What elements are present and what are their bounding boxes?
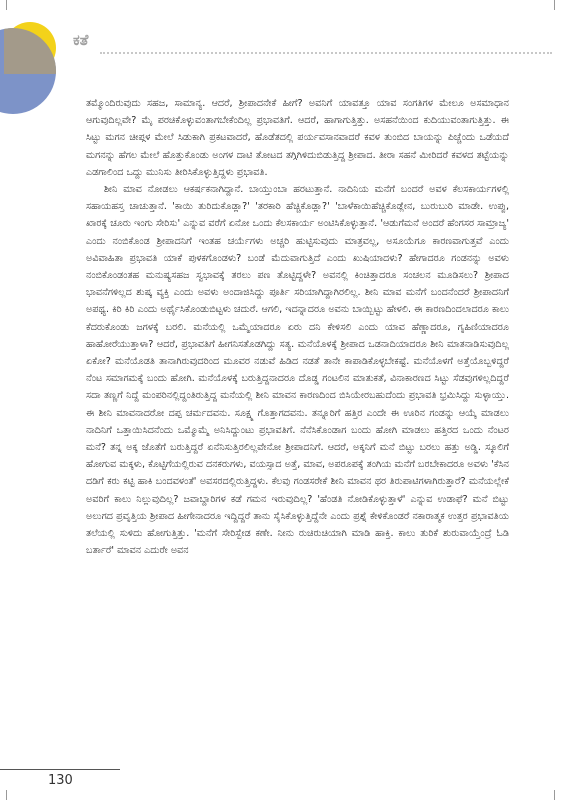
page-number: 130 (48, 773, 73, 788)
crop-mark-top-right (554, 0, 555, 10)
section-title: ಕತೆ (73, 31, 89, 49)
decorative-circle-overlap (4, 28, 56, 74)
footer-rule (0, 769, 120, 770)
crop-mark-bottom-left (6, 790, 7, 800)
paragraph: ಶೀನಿ ಮಾವ ನೋಡಲು ಆಕರ್ಷಕನಾಗಿದ್ದಾನೆ. ಬಾಯ್ತುಂಬಾ ಹರಟುತ್ತಾನೆ. ನಾದಿನಿಯ ಮನೆಗೆ ಬಂದರೆ ಅವಳ ಕೆಲಸಕಾರ್ಯಗಳಲ್ಲಿ ಸಹಾಯಹಸ್ತ ಚಾಚುತ್ತಾನೆ. 'ಕಾಯಿ ತುರಿದುಕೊಡ್ಲಾ?' 'ತರಕಾರಿ ಹೆಚ್ಚಿಕೊಡ್ಲಾ?' 'ಬಾಳೆಕಾಯಿಹೆಚ್ಚಿಕೊಡ್ಲೇನ, ಬುರುಬುರಿ ಮಾಡೇ. ಉಪ್ಪು, ಖಾರಕ್ಕೆ ಚೂರು ಇಂಗು ಸೇರಿಸು' ಎನ್ನುವ ವರೆಗೆ ಏನೋ ಒಂದು ಕೆಲಸಕಾರ್ಯ ಅಂಟಿಸಿಕೊಳ್ಳುತ್ತಾನೆ. 'ಆಡುಗೆಮನೆ ಅಂದರೆ ಹೆಂಗಸರ ಸಾಮ್ರಾಜ್ಯ' ಎಂದು ನಂಬಿಕೊಂಡ ಶ್ರೀಪಾದನಿಗೆ ಇಂತಹ ಚರ್ಯೆಗಳು ಅಚ್ಚರಿ ಹುಟ್ಟಿಸುವುದು ಮಾತ್ರವಲ್ಲ, ಅಸೂಯೆಗೂ ಕಾರಣವಾಗುತ್ತವೆ ಎಂದು ಅವಿವಾಹಿತಾ ಪ್ರಭಾವತಿ ಯಾಕೆ ಪುಳಕಗೊಂಡಳು? ಬಂಡೆ ಮೆದುವಾಗುತ್ತಿದೆ ಎಂದು ಖುಷಿಯಾದಳು? ಹೇಗಾದರೂ ಗಂಡನನ್ನು ಅವಳು ನಂಬಿಕೊಂಡಂತಹ ಮನುಷ್ಯಸಹಜ ಸ್ವಭಾವಕ್ಕೆ ತರಲು ಪಣ ತೊಟ್ಟಿದ್ದಳೇ? ಅವನಲ್ಲಿ ಕಿಂಚಿತ್ತಾದರೂ ಸಂಚಲನ ಮೂಡಿಸಲು? ಶ್ರೀಪಾದ ಭಾವನೆಗಳಿಲ್ಲದ ಶುಷ್ಕ ವ್ಯಕ್ತಿ ಎಂದು ಅವಳು ಅಂದಾಜಿಸಿದ್ದು ಪೂರ್ತಿ ಸರಿಯಾಗಿದ್ದಾಗಿರಲಿಲ್ಲ. ಶೀನಿ ಮಾವ ಮನೆಗೆ ಬಂದನೆಂದರೆ ಶ್ರೀಪಾದನಿಗೆ ಅಪಥ್ಯ. ಕಿರಿ ಕಿರಿ ಎಂದು ಅರ್ಥೈಸಿಕೊಂಡುಬಿಟ್ಟಳು ಚದುರೆ. ಆಗಲಿ, ಇದನ್ನಾದರೂ ಅವನು ಬಾಯ್ಬಿಟ್ಟು ಹೇಳಲಿ. ಈ ಕಾರಣದಿಂದಲಾದರೂ ಕಾಲು ಕೆದರುಕೊಂಡು ಜಗಳಕ್ಕೆ ಬರಲಿ. ಮನೆಯಲ್ಲಿ ಒಮ್ಮೆಯಾದರೂ ಏರು ದನಿ ಕೇಳಿಸಲಿ ಎಂದು ಯಾವ ಹೆಣ್ಣಾದರೂ, ಗೃಹಿಣಿಯಾದರೂ ಹಾಹೋರೆಯುತ್ತಾಳಾ? ಆದರೆ, ಪ್ರಭಾವತಿಗೆ ಹೀಗನಿಸತೊಡಗಿದ್ದು ಸತ್ಯ. ಮನೆಯೊಳಕ್ಕೆ ಶ್ರೀಪಾದ ಒಡನಾದಿಯಾದರೂ ಶೀನಿ ಮಾತನಾಡಿಸುವುದಿಲ್ಲ ಏಕೋ? ಮನೆಯೊಡತಿ ತಾನಾಗಿರುವುದರಿಂದ ಮೂವರ ನಡುವೆ ಹಿಡಿದ ನಡತೆ ತಾನೇ ಕಾಪಾಡಿಕೊಳ್ಳಬೇಕಷ್ಟೆ. ಮನೆಯೊಳಗೆ ಅತ್ತೆಯೊಬ್ಬಳಿದ್ದರೆ ನೆಂಟ ಸಮಾಗಮಕ್ಕೆ ಬಂದು ಹೋಗಿ. ಮನೆಯೊಳಕ್ಕೆ ಬರುತ್ತಿದ್ದನಾದರೂ ದೊಡ್ಡ ಗಂಟಲಿನ ಮಾತುಕತೆ, ವಿನಾಕಾರಣದ ಸಿಟ್ಟು ಸೆಡವುಗಳಿಲ್ಲದಿದ್ದರೆ ಸದಾ ತಣ್ಣಗೆ ನಿದ್ದೆ ಮಂಪರಿನಲ್ಲಿದ್ದಂತಿರುತ್ತಿದ್ದ ಮನೆಯಲ್ಲಿ ಶೀನಿ ಮಾವನ ಕಾರಣದಿಂದ ಬಿಸಿಯೇರಬಹುದೆಂದು ಪ್ರಭಾವತಿ ಭ್ರಮಿಸಿದ್ದು ಸುಳ್ಳಾಯ್ತು. ಈ ಶೀನಿ ಮಾವನಾದರೋ ದಪ್ಪ ಚರ್ಮದವನು. ಸೂಕ್ಷ್ಮ ಗೊತ್ತಾಗದವನು. ತನ್ನೂರಿಗೆ ಹತ್ತಿರ ಎಂದೇ ಈ ಊರಿನ ಗಂಡನ್ನು ಆಯ್ಕೆ ಮಾಡಲು ನಾದಿನಿಗೆ ಒತ್ತಾಯಿಸಿದನೆಂದು ಒಮ್ಮೊಮ್ಮೆ ಅನಿಸಿದ್ದುಂಟು ಪ್ರಭಾವತಿಗೆ. ನೆನೆಸಿಕೊಂಡಾಗ ಬಂದು ಹೋಗಿ ಮಾಡಲು ಹತ್ತಿರದ ಒಂದು ನೆಂಟರ ಮನೆ? ತನ್ನ ಅಕ್ಕ ಜೊತೆಗೆ ಬರುತ್ತಿದ್ದರೆ ಏನೆನಿಸುತ್ತಿರಲಿಲ್ಲವೇನೋ ಶ್ರೀಪಾದನಿಗೆ. ಆದರೆ, ಅಕ್ಕನಿಗೆ ಮನೆ ಬಿಟ್ಟು ಬರಲು ಹತ್ತು ಅಡ್ಡಿ. ಸ್ಕೂಲಿಗೆ ಹೋಗುವ ಮಕ್ಕಳು, ಕೊಟ್ಟಿಗೆಯಲ್ಲಿರುವ ದನಕರುಗಳು, ವಯಸ್ಸಾದ ಅತ್ತೆ, ಮಾವ, ಅಪರೂಪಕ್ಕೆ ತಂಗಿಯ ಮನೆಗೆ ಬರಬೇಕಾದರೂ ಅವಳು 'ಕೆಸಿನ ದಡಿಗೆ ಕರು ಕಟ್ಟಿ ಹಾಕಿ ಬಂದವಳಂತೆ' ಅವಸರದಲ್ಲಿರುತ್ತಿದ್ದಳು. ಕೆಲವು ಗಂಡಸರೇಕೆ ಶೀನಿ ಮಾವನ ಥರ ತಿರುಪಾಟಿಗಳಾಗಿರುತ್ತಾರೆ? ಮನೆಯಲ್ಲೇಕೆ ಅವರಿಗೆ ಕಾಲು ನಿಲ್ಲುವುದಿಲ್ಲ? ಜವಾಬ್ದಾರಿಗಳ ಕಡೆ ಗಮನ ಇರುವುದಿಲ್ಲ? 'ಹೆಂಡತಿ ನೋಡಿಕೊಳ್ಳುತ್ತಾಳೆ' ಎನ್ನುವ ಉಡಾಫೆ? ಮನೆ ಬಿಟ್ಟು ಅಲುಗದ ಪ್ರವೃತ್ತಿಯ ಶ್ರೀಪಾದ ಹೀಗೇನಾದರೂ ಇದ್ದಿದ್ದರೆ ತಾನು ಸೈಸಿಕೊಳ್ಳುತ್ತಿದ್ದೆನೇ ಎಂದು ಪ್ರಶ್ನೆ ಕೇಳಿಕೊಂಡರೆ ನಕಾರಾತ್ಮಕ ಉತ್ತರ ಪ್ರಭಾವತಿಯ ತಲೆಯಲ್ಲಿ ಸುಳಿದು ಹೋಗುತ್ತಿತ್ತು. 'ಮನೆಗೆ ಸೇರಿಸ್ಬೇಡ ಕಣೇ. ನೀನು ರುಚಿರುಚಿಯಾಗಿ ಮಾಡಿ ಹಾಕ್ತಿ. ಕಾಲು ತುರಿಕೆ ಶುರುವಾಯ್ತೆಂದ್ರೆ ಓಡಿ ಬರ್ತಾರೆ' ಮಾವನ ಎದುರೇ ಅವನ (86, 184, 509, 557)
crop-mark-top-left (6, 0, 7, 10)
header-dotted-rule (100, 52, 552, 54)
crop-mark-bottom-right (554, 790, 555, 800)
paragraph: ತಮ್ಮೊಂದಿರುವುದು ಸಹಜ, ಸಾಮಾನ್ಯ. ಆದರೆ, ಶ್ರೀಪಾದನೇಕೆ ಹೀಗೆ? ಅವನಿಗೆ ಯಾವತ್ತೂ ಯಾವ ಸಂಗತಿಗಳ ಮೇಲೂ ಅಸಮಾಧಾನ ಆಗುವುದಿಲ್ಲವೇ? ಮೈ ಪರಚಿಕೊಳ್ಳುವಂತಾಗಬೇಕೆಂದಿಲ್ಲ ಪ್ರಭಾವತಿಗೆ. ಆದರೆ, ಹಾಗಾಗುತ್ತಿತ್ತು. ಅಸಹನೆಯಿಂದ ಕುದಿಯುವಂತಾಗುತ್ತಿತ್ತು. ಈ ಸಿಟ್ಟು ಮಗನ ಚೀಪ್ಗಳ ಮೇಲೆ ಸಿಡುಕಾಗಿ ಪ್ರಕಟವಾದರೆ, ಹೊಡೆತದಲ್ಲಿ ಪರ್ಯವಸಾನವಾದರೆ ಕವಳ ತುಂಬಿದ ಬಾಯನ್ನು ಪಿಚ್ಚೆಂದು ಒಡೆಯದೆ ಮಗನನ್ನು ಹೆಗಲ ಮೇಲೆ ಹೊತ್ತುಕೊಂಡು ಅಂಗಳ ದಾಟಿ ತೋಟದ ತಗ್ಗಿಗಿಳಿದುಬಿಡುತ್ತಿದ್ದ ಶ್ರೀಪಾದ. ತೀರಾ ಸಹನೆ ಮೀರಿದರೆ ಕವಳದ ತಟ್ಟೆಯನ್ನು ಎಡಗಾಲಿಂದ ಒದ್ದು ಮುನಿಸು ತೀರಿಸಿಕೊಳ್ಳುತ್ತಿದ್ದಳು ಪ್ರಭಾವತಿ. (86, 98, 509, 178)
story-text (86, 95, 509, 559)
